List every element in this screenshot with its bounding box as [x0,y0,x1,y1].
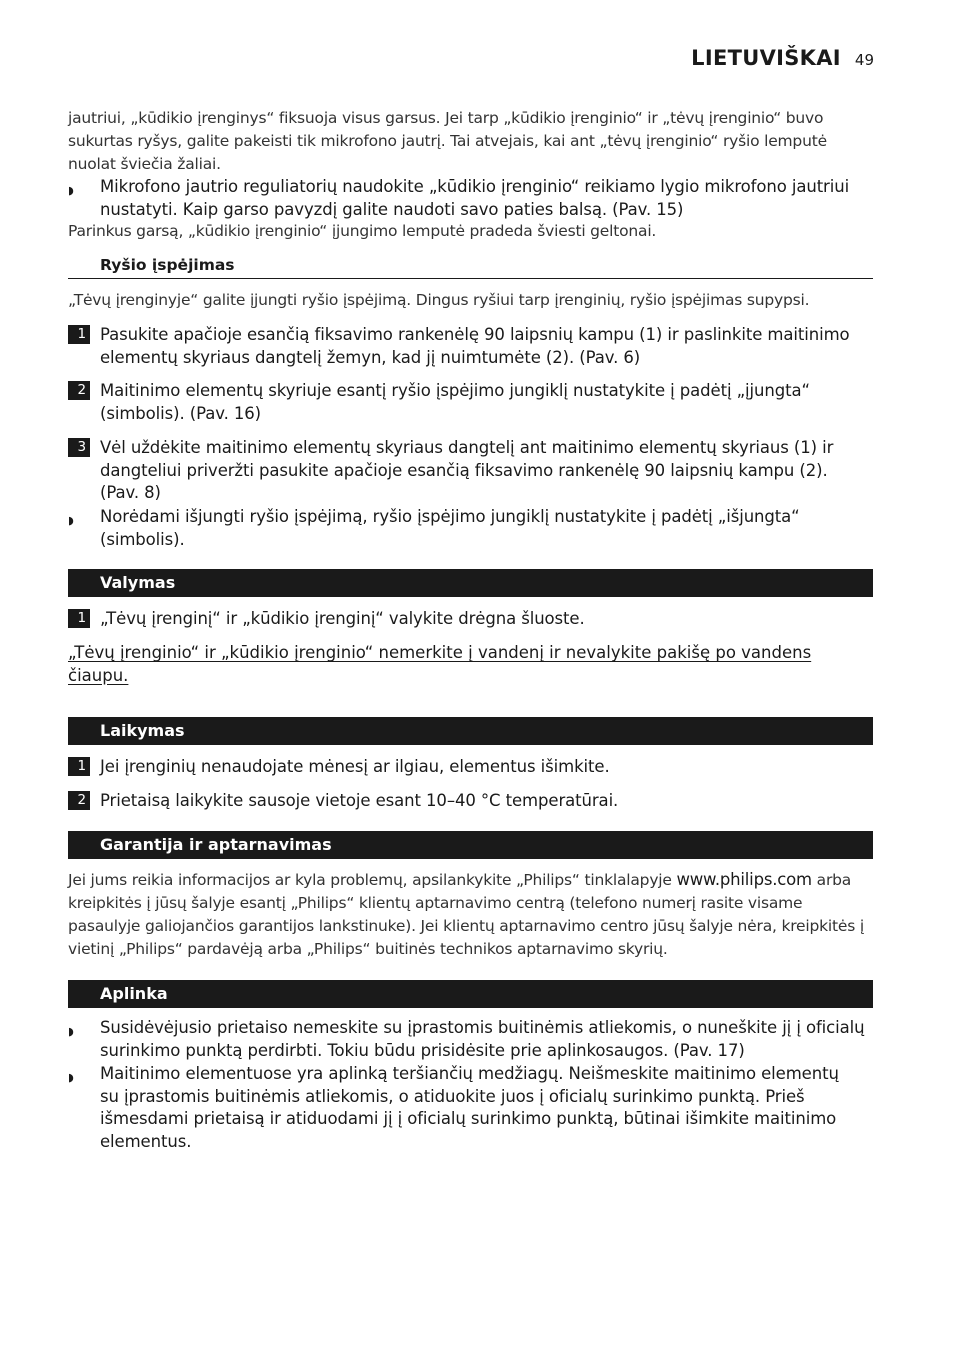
step-number: 2 [68,381,90,400]
intro-bullet [68,176,873,221]
intro-note: Parinkus garsą, „kūdikio įrenginio“ įjungimo lemputė pradeda šviesti geltonai. [68,222,657,240]
page-header [691,46,874,70]
link-warning-bullet [68,506,873,551]
link-warning-bullet-text: Norėdami išjungti ryšio įspėjimą, ryšio įspėjimo jungiklį nustatykite į padėtį „išjungta“ (simbolis). [100,507,800,549]
link-warning-step-2 [68,380,873,425]
warranty-title: Garantija ir aptarnavimas [100,835,332,854]
storage-title: Laikymas [100,721,185,740]
bullet-icon: ◗ [68,514,74,527]
warranty-text-before: Jei jums reikia informacijos ar kyla problemų, apsilankykite „Philips“ tinklalapyje [68,871,677,889]
link-warning-step-1 [68,324,873,369]
step-text: Prietaisą laikykite sausoje vietoje esant 10–40 °C temperatūrai. [100,791,619,810]
environment-bullet-text: Susidėvėjusio prietaiso nemeskite su įprastomis buitinėmis atliekomis, o nuneškite jį į oficialų surinkimo punktą perdirbti. Tokiu būdu prisidėsite prie aplinkosaugos. (Pav. 17) [100,1018,865,1060]
step-text: Pasukite apačioje esančią fiksavimo rankenėlę 90 laipsnių kampu (1) ir paslinkite maitinimo elementų skyriaus dangtelį žemyn, kad jį nuimtumėte (2). (Pav. 6) [100,325,850,367]
bullet-icon: ◗ [68,184,74,197]
language-title: LIETUVIŠKAI [691,46,841,70]
environment-heading [68,980,873,1008]
cleaning-step-1 [68,608,873,631]
link-warning-title: Ryšio įspėjimas [100,256,235,274]
page-number: 49 [854,51,874,69]
step-text: „Tėvų įrenginį“ ir „kūdikio įrenginį“ valykite drėgna šluoste. [100,609,585,628]
environment-title: Aplinka [100,984,168,1003]
step-text: Jei įrenginių nenaudojate mėnesį ar ilgiau, elementus išimkite. [100,757,610,776]
step-number: 1 [68,609,90,628]
cleaning-heading [68,569,873,597]
warranty-heading [68,831,873,859]
cleaning-title: Valymas [100,573,176,592]
environment-bullet-1 [68,1017,873,1062]
warranty-paragraph [68,868,873,961]
warranty-text-after: arba kreipkitės į jūsų šalyje esantį „Philips“ klientų aptarnavimo centrą (telefono numerį rasite visame pasaulyje galiojančios garantijos lankstinuke). Jei klientų aptarnavimo centro jūsų šalyje nėra, kreipkitės į vietinį „Philips“ pardavėją arba „Philips“ buitinės technikos aptarnavimo skyrių. [68,871,864,958]
philips-website-link[interactable]: www.philips.com [676,870,812,889]
storage-step-1 [68,756,873,779]
intro-bullet-text: Mikrofono jautrio reguliatorių naudokite „kūdikio įrenginio“ reikiamo lygio mikrofono jautriui nustatyti. Kaip garso pavyzdį galite naudoti savo paties balsą. (Pav. 15) [100,177,850,219]
link-warning-step-3 [68,437,873,505]
link-warning-heading [68,254,873,279]
bullet-icon: ◗ [68,1025,74,1038]
step-number: 1 [68,757,90,776]
step-number: 2 [68,791,90,810]
link-warning-intro: „Tėvų įrenginyje“ galite įjungti ryšio įspėjimą. Dingus ryšiui tarp įrenginių, ryšio įspėjimas supypsi. [68,291,810,309]
step-number: 1 [68,325,90,344]
storage-heading [68,717,873,745]
cleaning-warning [68,642,820,687]
bullet-icon: ◗ [68,1071,74,1084]
intro-paragraph: jautriui, „kūdikio įrenginys“ fiksuoja visus garsus. Jei tarp „kūdikio įrenginio“ ir „tėvų įrenginio“ buvo sukurtas ryšys, galite pakeisti tik mikrofono jautrį. Tai atvejais, kai ant „tėvų įrenginio“ ryšio lemputė nuolat šviečia žaliai. [68,109,827,173]
environment-bullet-text: Maitinimo elementuose yra aplinką teršiančių medžiagų. Neišmeskite maitinimo elementų su įprastomis buitinėmis atliekomis, o atiduokite juos į oficialų surinkimo punktą. Prieš išmesdami prietaisą ir atiduodami jį į oficialų surinkimo punktą, būtinai išimkite maitinimo elementus. [100,1064,839,1151]
environment-bullet-2 [68,1063,873,1153]
step-text: Maitinimo elementų skyriuje esantį ryšio įspėjimo jungiklį nustatykite į padėtį „įjungta“ (simbolis). (Pav. 16) [100,381,810,423]
storage-step-2 [68,790,873,813]
cleaning-warning-text: „Tėvų įrenginio“ ir „kūdikio įrenginio“ nemerkite į vandenį ir nevalykite pakišę po vandens čiaupu. [68,643,812,685]
step-text: Vėl uždėkite maitinimo elementų skyriaus dangtelį ant maitinimo elementų skyriaus (1) ir dangteliui priveržti pasukite apačioje esančią fiksavimo rankenėlę 90 laipsnių kampu (2). (Pav. 8) [100,438,834,502]
step-number: 3 [68,438,90,457]
